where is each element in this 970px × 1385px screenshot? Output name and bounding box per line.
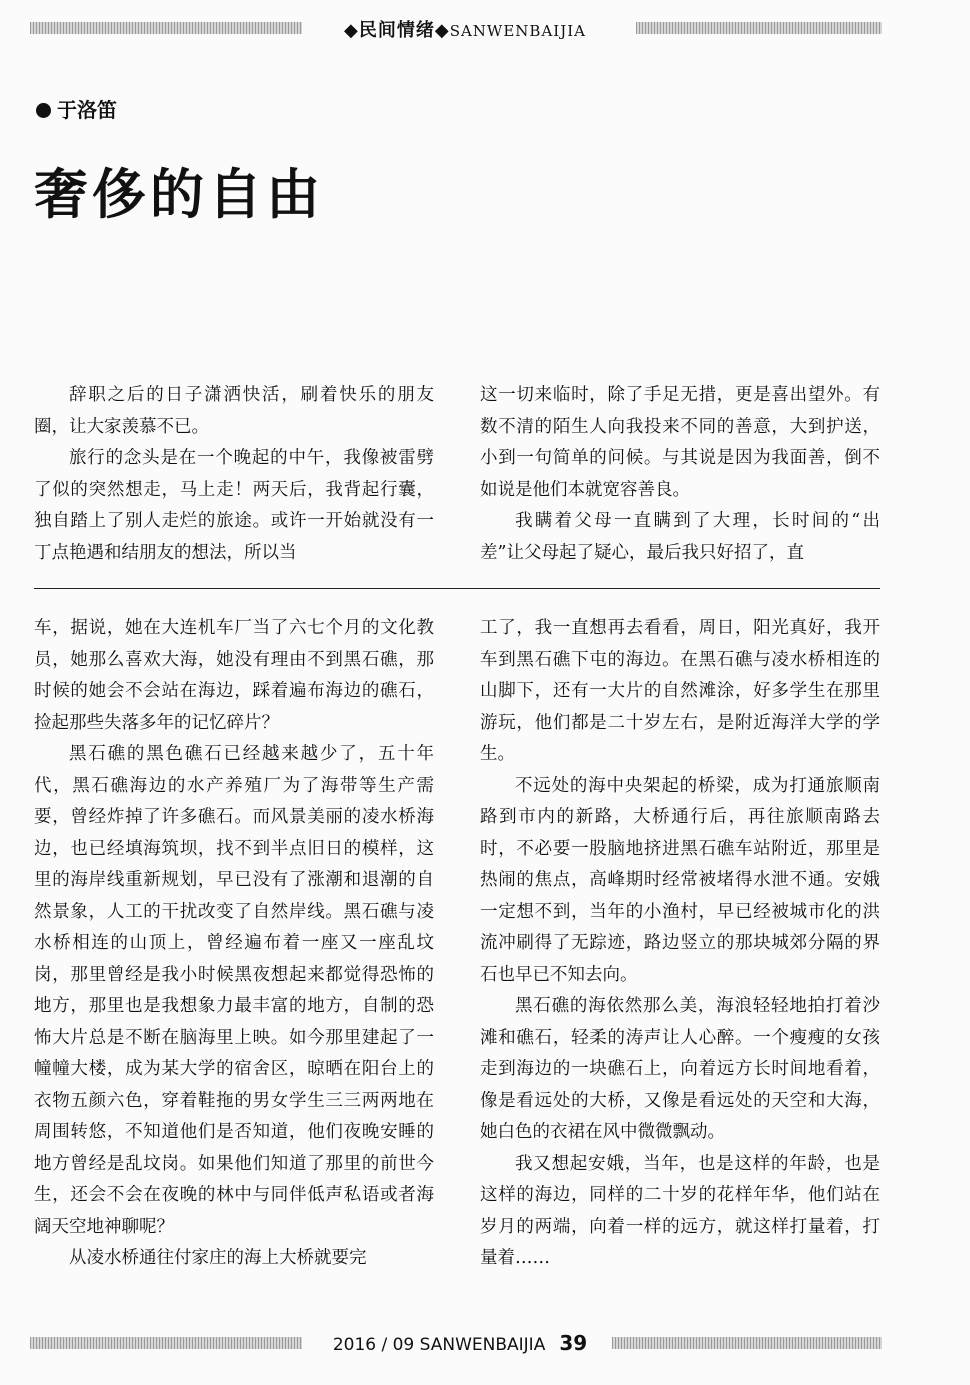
header-band-left: [30, 22, 302, 34]
column-top-right: [480, 380, 880, 569]
paragraph: 车，据说，她在大连机车厂当了六七个月的文化教员，她那么喜欢大海，她没有理由不到黑石礁，那时候的她会不会站在海边，踩着遍布海边的礁石，捡起那些失落多年的记忆碎片？: [34, 618, 434, 733]
issue-label: 2016 / 09 SANWENBAIJIA: [332, 1335, 546, 1355]
paragraph: 不远处的海中央架起的桥梁，成为打通旅顺南路到市内的新路，大桥通行后，再往旅顺南路去时，不必要一股脑地挤进黑石礁车站附近，那里是热闹的焦点，高峰期时经常被堵得水泄不通。安娥一定想不到，当年的小渔村，早已经被城市化的洪流冲刷得了无踪迹，路边竖立的那块城郊分隔的界石也早已不知去向。: [480, 775, 880, 985]
magazine-name: SANWENBAIJIA: [449, 22, 586, 40]
section-divider: [34, 588, 880, 589]
paragraph: 从凌水桥通往付家庄的海上大桥就要完: [69, 1248, 367, 1268]
running-header: [315, 16, 615, 42]
paragraph: 黑石礁的黑色礁石已经越来越少了，五十年代，黑石礁海边的水产养殖厂为了海带等生产需要，曾经炸掉了许多礁石。而风景美丽的凌水桥海边，也已经填海筑坝，找不到半点旧日的模样，这里的海岸线重新规划，早已没有了涨潮和退潮的自然景象，人工的干扰改变了自然岸线。黑石礁与凌水桥相连的山顶上，曾经遍布着一座又一座乱坟岗，那里曾经是我小时候黑夜想起来都觉得恐怖的地方，那里也是我想象力最丰富的地方，自制的恐怖大片总是不断在脑海里上映。如今那里建起了一幢幢大楼，成为某大学的宿舍区，晾晒在阳台上的衣物五颜六色，穿着鞋拖的男女学生三三两两地在周围转悠，不知道他们是否知道，他们夜晚安睡的地方曾经是乱坟岗。如果他们知道了那里的前世今生，还会不会在夜晚的林中与同伴低声私语或者海阔天空地神聊呢？: [34, 744, 434, 1237]
column-top-left: [34, 380, 434, 569]
author-name: 于洛笛: [57, 98, 117, 122]
bullet-icon: [36, 103, 51, 118]
footer-band-left: [30, 1337, 302, 1349]
column-bottom-left: [34, 613, 434, 1275]
paragraph: 旅行的念头是在一个晚起的中午，我像被雷劈了似的突然想走，马上走！两天后，我背起行囊，独自踏上了别人走烂的旅途。或许一开始就没有一丁点艳遇和结朋友的想法，所以当: [34, 448, 434, 563]
paragraph: 辞职之后的日子潇洒快活，刷着快乐的朋友圈，让大家羡慕不已。: [34, 385, 434, 437]
paragraph: 工了，我一直想再去看看，周日，阳光真好，我开车到黑石礁下屯的海边。在黑石礁与凌水桥相连的山脚下，还有一大片的自然滩涂，好多学生在那里游玩，他们都是二十岁左右，是附近海洋大学的学生。: [480, 618, 880, 764]
section-label: ◆民间情绪◆: [344, 20, 450, 41]
paragraph: 我瞒着父母一直瞒到了大理，长时间的“出差”让父母起了疑心，最后我只好招了，直: [480, 511, 880, 563]
paragraph: 黑石礁的海依然那么美，海浪轻轻地拍打着沙滩和礁石，轻柔的涛声让人心醉。一个瘦瘦的女孩走到海边的一块礁石上，向着远方长时间地看着，像是看远处的大桥，又像是看远处的天空和大海，她白色的衣裙在风中微微飘动。: [480, 996, 880, 1142]
author-line: [36, 94, 117, 123]
paragraph: 这一切来临时，除了手足无措，更是喜出望外。有数不清的陌生人向我投来不同的善意，大到护送，小到一句简单的问候。与其说是因为我面善，倒不如说是他们本就宽容善良。: [480, 385, 880, 500]
article-title: 奢侈的自由: [34, 162, 324, 226]
column-bottom-right: [480, 613, 880, 1275]
page-number: 39: [559, 1331, 588, 1355]
footer-band-right: [612, 1337, 882, 1349]
paragraph: 我又想起安娥，当年，也是这样的年龄，也是这样的海边，同样的二十岁的花样年华，他们站在岁月的两端，向着一样的远方，就这样打量着，打量着……: [480, 1153, 880, 1268]
header-band-right: [636, 22, 882, 34]
page-footer: [300, 1331, 620, 1355]
